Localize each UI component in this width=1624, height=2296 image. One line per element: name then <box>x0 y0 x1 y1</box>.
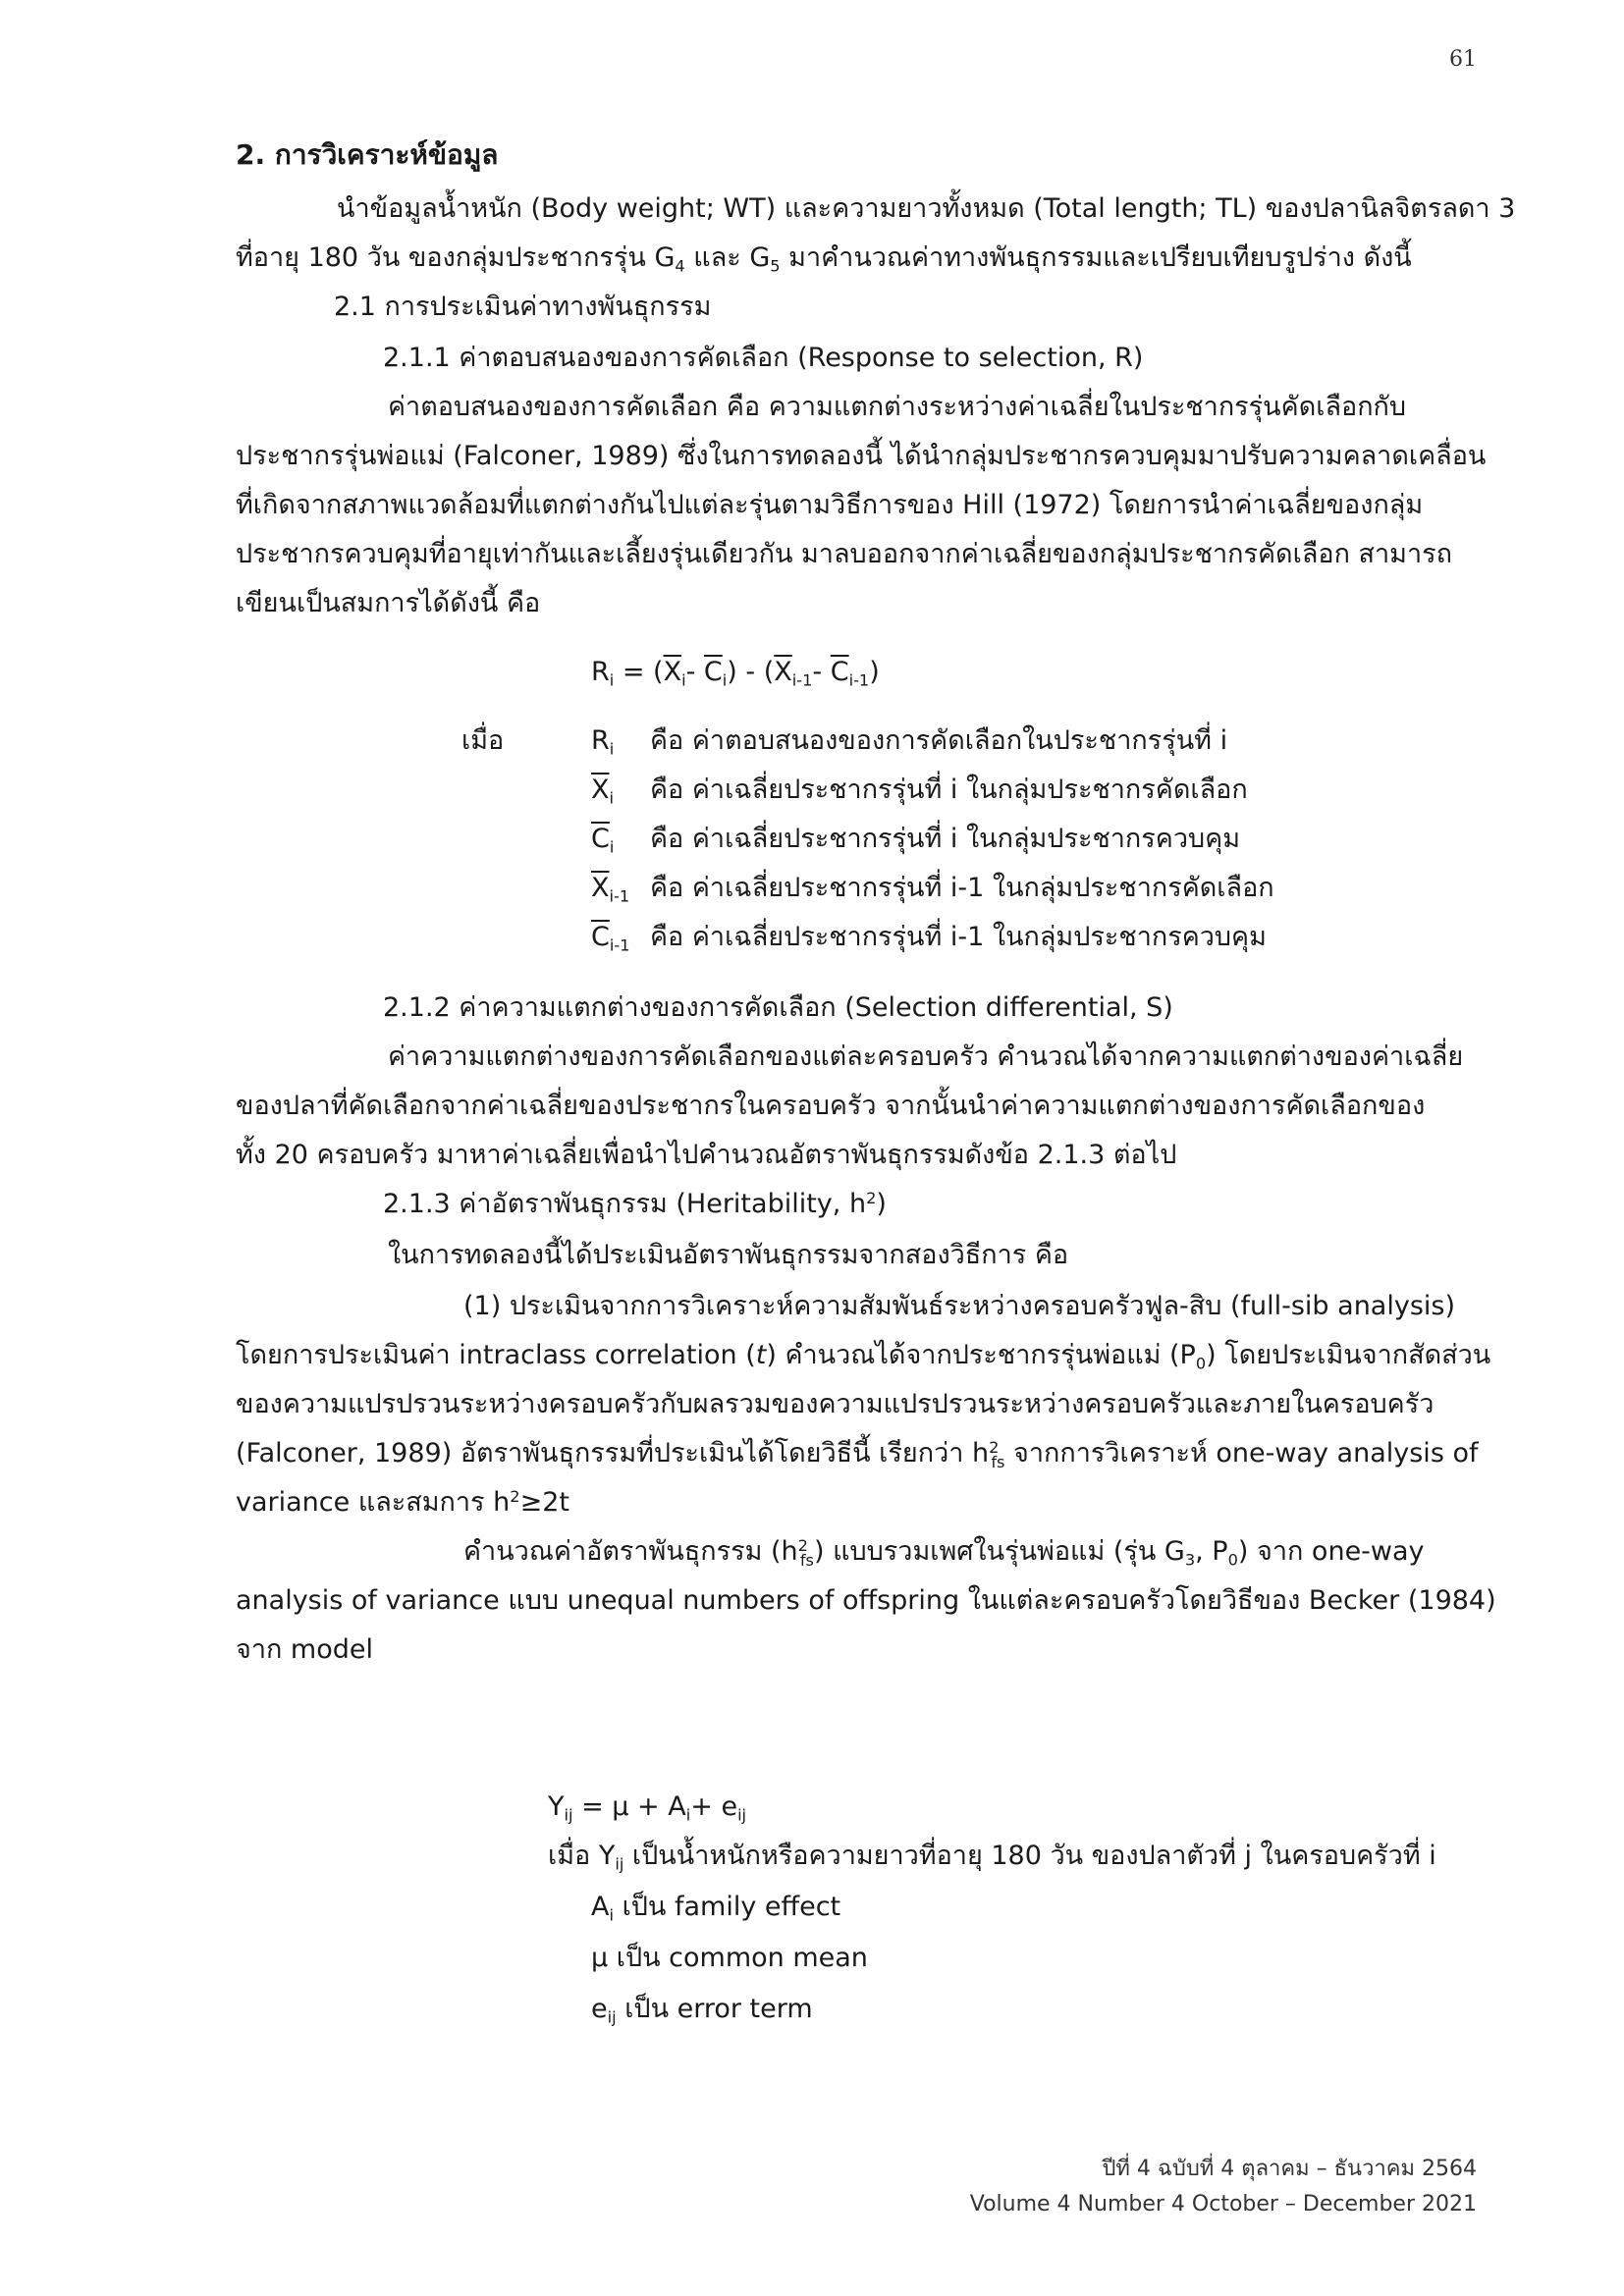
text: ) คำนวณได้จากประชากรรุ่นพ่อแม่ (P <box>766 1340 1196 1370</box>
footer <box>970 2152 1477 2222</box>
symbol-X-bar: $\overline{X}$ <box>663 657 682 687</box>
generation-subscript: 5 <box>770 256 781 276</box>
subscript: 3 <box>1184 1550 1196 1570</box>
text: , P <box>1195 1536 1228 1567</box>
formula-text: ) - ( <box>727 657 775 687</box>
subscript: i <box>685 1805 691 1825</box>
symbol-C-bar: $\overline{C}$ <box>830 657 849 687</box>
text: ) แบบรวมเพศในรุ่นพ่อแม่ (รุ่น G <box>814 1536 1185 1567</box>
text: เป็น error term <box>616 1994 813 2024</box>
intro-line-2 <box>236 234 1479 283</box>
footer-thai: ปีที่ 4 ฉบับที่ 4 ตุลาคม – ธันวาคม 2564 <box>1102 2157 1477 2181</box>
definition-text: คือ ค่าเฉลี่ยประชากรรุ่นที่ i-1 ในกลุ่มประชากรควบคุม <box>650 922 1267 952</box>
subsection-2-1-3 <box>383 1180 887 1229</box>
symbol-letter: $\overline{X}$ <box>591 873 610 903</box>
superscript: 2 <box>989 1438 1000 1458</box>
para-line <box>236 1478 1479 1527</box>
symbol-letter: R <box>591 725 610 756</box>
selection-differential-paragraph <box>236 1033 1479 1180</box>
para-line: (1) ประเมินจากการวิเคราะห์ความสัมพันธ์ระหว่างครอบครัวฟูล-สิบ (full-sib analysis) <box>463 1291 1455 1321</box>
calculation-paragraph <box>236 1527 1496 1675</box>
para-line: analysis of variance แบบ unequal numbers of offspring ในแต่ละครอบครัวโดยวิธีของ Becker (1984) <box>236 1585 1496 1616</box>
symbol-R: R <box>591 657 610 687</box>
subsection-2-1: 2.1 การประเมินค่าทางพันธุกรรม <box>334 292 712 322</box>
model-A-definition <box>591 1883 840 1932</box>
para-line: ค่าความแตกต่างของการคัดเลือกของแต่ละครอบครัว คำนวณได้จากความแตกต่างของค่าเฉลี่ย <box>388 1041 1464 1072</box>
subscript: i <box>722 670 728 690</box>
subscript: ij <box>607 2007 617 2027</box>
symbol-A: A <box>591 1892 610 1922</box>
definition-symbol <box>591 913 650 962</box>
model-equation <box>548 1783 746 1832</box>
text: เป็นน้ำหนักหรือความยาวที่อายุ 180 วัน ของปลาตัวที่ j ในครอบครัวที่ i <box>623 1841 1436 1871</box>
symbol-letter: $\overline{C}$ <box>591 922 610 952</box>
heading-text: 2.1.3 ค่าอัตราพันธุกรรม (Heritability, h <box>383 1189 867 1219</box>
subscript: i-1 <box>609 886 630 906</box>
text: ≥2t <box>519 1487 569 1518</box>
definition-row <box>591 766 1248 815</box>
superscript: 2 <box>866 1189 877 1208</box>
text: ) จาก one-way <box>1237 1536 1425 1567</box>
intro-paragraph <box>236 185 1516 283</box>
equation-text: = μ + A <box>572 1791 686 1822</box>
text: variance และสมการ h <box>236 1487 511 1518</box>
para-line: ประชากรรุ่นพ่อแม่ (Falconer, 1989) ซึ่งในการทดลองนี้ ได้นำกลุ่มประชากรควบคุมมาปรับความคลาดเคลื่อน <box>236 441 1487 471</box>
subscript: ij <box>737 1805 747 1825</box>
page-number: 61 <box>1449 47 1477 72</box>
subscript: i <box>609 670 615 690</box>
para-line: ของปลาที่คัดเลือกจากค่าเฉลี่ยของประชากรในครอบครัว จากนั้นนำค่าความแตกต่างของการคัดเลือกของ <box>236 1091 1426 1121</box>
generation-subscript: 4 <box>675 256 685 276</box>
para-line: จาก model <box>236 1634 373 1665</box>
text: ) โดยประเมินจากสัดส่วน <box>1206 1340 1491 1370</box>
formula-text: ) <box>869 657 880 687</box>
subscript: i <box>609 788 614 808</box>
text: โดยการประเมินค่า intraclass correlation ( <box>236 1340 756 1370</box>
text: คำนวณค่าอัตราพันธุกรรม (h <box>463 1536 798 1567</box>
definition-row <box>591 717 1227 766</box>
subsection-2-1-1: 2.1.1 ค่าตอบสนองของการคัดเลือก (Response to selection, R) <box>383 343 1144 373</box>
symbol-letter: $\overline{C}$ <box>591 824 610 854</box>
subscript: ij <box>564 1805 573 1825</box>
subscript: ij <box>615 1854 624 1874</box>
equation-text: + e <box>690 1791 738 1822</box>
formula-text: - <box>812 657 831 687</box>
symbol-e: e <box>591 1994 608 2024</box>
para-line: ประชากรควบคุมที่อายุเท่ากันและเลี้ยงรุ่นเดียวกัน มาลบออกจากค่าเฉลี่ยของกลุ่มประชากรคัดเลือก สามารถ <box>236 539 1452 569</box>
definition-symbol <box>591 815 650 864</box>
subscript: i <box>681 670 686 690</box>
subscript: i-1 <box>791 670 813 690</box>
subscript: i-1 <box>848 670 870 690</box>
para-line: ที่เกิดจากสภาพแวดล้อมที่แตกต่างกันไปแต่ละรุ่นตามวิธีการของ Hill (1972) โดยการนำค่าเฉลี่ยของกลุ่ม <box>236 490 1424 520</box>
symbol-Y: Y <box>548 1791 565 1822</box>
definition-text: คือ ค่าเฉลี่ยประชากรรุ่นที่ i ในกลุ่มประชากรคัดเลือก <box>650 774 1248 805</box>
definition-symbol <box>591 717 650 766</box>
symbol-C-bar: $\overline{C}$ <box>703 657 723 687</box>
intro-line-1: นำข้อมูลน้ำหนัก (Body weight; WT) และความยาวทั้งหมด (Total length; TL) ของปลานิลจิตรลดา 3 <box>337 193 1516 224</box>
symbol-letter: $\overline{X}$ <box>591 774 610 805</box>
subscript: i-1 <box>609 935 630 955</box>
subscript: fs <box>799 1550 814 1570</box>
definition-text: คือ ค่าเฉลี่ยประชากรรุ่นที่ i-1 ในกลุ่มประชากรคัดเลือก <box>650 873 1274 903</box>
where-label: เมื่อ <box>461 725 505 756</box>
definition-text: คือ ค่าตอบสนองของการคัดเลือกในประชากรรุ่นที่ i <box>650 725 1228 756</box>
formula-text: - <box>685 657 704 687</box>
definition-symbol <box>591 766 650 815</box>
section-heading: 2. การวิเคราะห์ข้อมูล <box>236 138 499 171</box>
subscript: i <box>609 837 615 857</box>
model-mu-definition: μ เป็น common mean <box>591 1943 868 1973</box>
full-sib-paragraph <box>236 1282 1491 1527</box>
para-line <box>236 1527 1479 1576</box>
para-line: ทั้ง 20 ครอบครัว มาหาค่าเฉลี่ยเพื่อนำไปคำนวณอัตราพันธุกรรมดังข้อ 2.1.3 ต่อไป <box>236 1140 1177 1170</box>
symbol-X-bar: $\overline{X}$ <box>774 657 792 687</box>
text: (Falconer, 1989) อัตราพันธุกรรมที่ประเมินได้โดยวิธีนี้ เรียกว่า h <box>236 1438 990 1468</box>
response-selection-paragraph <box>236 383 1487 628</box>
model-e-definition <box>591 1985 813 2034</box>
text: เมื่อ Y <box>548 1841 616 1871</box>
para-line: ของความแปรปรวนระหว่างครอบครัวกับผลรวมของความแปรปรวนระหว่างครอบครัวและภายในครอบครัว <box>236 1389 1435 1419</box>
para-line <box>236 1429 1479 1478</box>
para-line: เขียนเป็นสมการได้ดังนี้ คือ <box>236 588 541 618</box>
subsection-2-1-2: 2.1.2 ค่าความแตกต่างของการคัดเลือก (Selection differential, S) <box>383 992 1173 1023</box>
intro-text-b: และ G <box>684 242 771 273</box>
model-where-line <box>548 1832 1436 1881</box>
intro-text-c: มาคำนวณค่าทางพันธุกรรมและเปรียบเทียบรูปร่าง ดังนี้ <box>780 242 1412 273</box>
heading-text: ) <box>876 1189 887 1219</box>
heritability-intro: ในการทดลองนี้ได้ประเมินอัตราพันธุกรรมจากสองวิธีการ คือ <box>388 1240 1069 1270</box>
formula-text: = ( <box>614 657 664 687</box>
superscript: 2 <box>797 1536 808 1556</box>
subscript: i <box>609 1905 614 1925</box>
para-line <box>236 1331 1491 1380</box>
response-formula <box>591 648 880 697</box>
subscript: 0 <box>1227 1550 1238 1570</box>
footer-english: Volume 4 Number 4 October – December 2021 <box>969 2192 1477 2216</box>
intro-text-a: ที่อายุ 180 วัน ของกลุ่มประชากรรุ่น G <box>236 242 676 273</box>
subscript: fs <box>991 1452 1005 1471</box>
text: จากการวิเคราะห์ one-way analysis of <box>1004 1438 1479 1468</box>
para-line: ค่าตอบสนองของการคัดเลือก คือ ความแตกต่างระหว่างค่าเฉลี่ยในประชากรรุ่นคัดเลือกกับ <box>388 392 1407 422</box>
superscript: 2 <box>510 1487 520 1507</box>
text: เป็น family effect <box>613 1892 841 1922</box>
subscript: 0 <box>1195 1354 1207 1373</box>
definition-row <box>591 864 1274 913</box>
definition-symbol <box>591 864 650 913</box>
definition-text: คือ ค่าเฉลี่ยประชากรรุ่นที่ i ในกลุ่มประชากรควบคุม <box>650 824 1241 854</box>
definition-row <box>591 913 1267 962</box>
subscript: i <box>609 739 615 759</box>
definition-row <box>591 815 1240 864</box>
italic-t: t <box>755 1340 767 1370</box>
